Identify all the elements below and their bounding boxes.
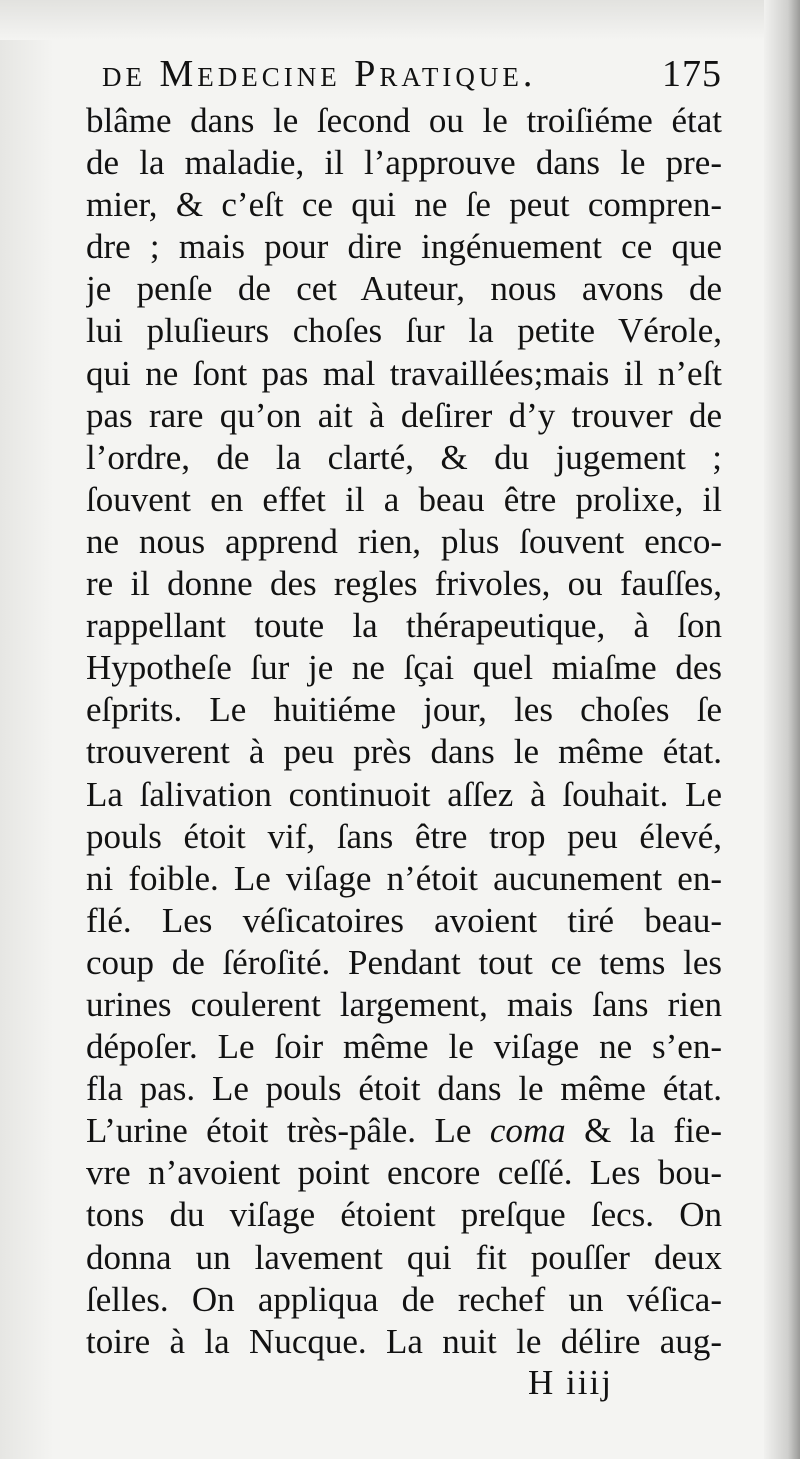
text-line: dre ; mais pour dire ingénuement ce que xyxy=(86,227,722,267)
body-text xyxy=(86,100,722,1363)
page-gutter-shadow xyxy=(764,0,800,1459)
text-line: eſprits. Le huitiéme jour, les choſes ſe xyxy=(86,690,722,730)
text-line: re il donne des regles frivoles, ou fauſſes, xyxy=(86,564,722,604)
italic-term: coma xyxy=(489,1111,566,1151)
text-line: trouverent à peu près dans le même état. xyxy=(86,732,722,772)
text-line: je penſe de cet Auteur, nous avons de xyxy=(86,269,722,309)
text-line: ſouvent en effet il a beau être prolixe, il xyxy=(86,479,722,519)
text-line: ne nous apprend rien, plus ſouvent enco- xyxy=(86,521,722,561)
text-line: pouls étoit vif, ſans être trop peu élevé, xyxy=(86,816,722,856)
text-line: ni foible. Le viſage n’étoit aucunement en- xyxy=(86,858,722,898)
text-line: rappellant toute la thérapeutique, à ſon xyxy=(86,606,722,646)
running-head xyxy=(102,46,722,102)
text-line: pas rare qu’on ait à deſirer d’y trouver de xyxy=(86,395,722,435)
text-line: qui ne ſont pas mal travaillées;mais il n’eſt xyxy=(86,353,722,393)
text-line: donna un lavement qui fit pouſſer deux xyxy=(86,1237,722,1277)
text-line: blâme dans le ſecond ou le troiſiéme état xyxy=(86,101,722,140)
text-segment: L’urine étoit très-pâle. Le xyxy=(86,1111,490,1151)
text-line: La ſalivation continuoit aſſez à ſouhait. Le xyxy=(86,774,722,814)
text-line: toire à la Nucque. La nuit le délire aug- xyxy=(86,1321,722,1361)
page-number: 175 xyxy=(662,53,722,95)
text-segment: & la fie- xyxy=(565,1111,722,1151)
text-line: Hypotheſe ſur je ne ſçai quel miaſme des xyxy=(86,648,722,688)
text-line: lui pluſieurs choſes ſur la petite Vérole, xyxy=(86,311,722,351)
page-left-shadow xyxy=(0,0,54,1459)
text-line: fla pas. Le pouls étoit dans le même état. xyxy=(86,1069,722,1109)
page-top-shadow xyxy=(0,0,800,40)
text-line: mier, & c’eſt ce qui ne ſe peut compren- xyxy=(86,185,722,225)
text-line: ſelles. On appliqua de rechef un véſica- xyxy=(86,1279,722,1319)
text-line: dépoſer. Le ſoir même le viſage ne s’en- xyxy=(86,1027,722,1067)
text-line: l’ordre, de la clarté, & du jugement ; xyxy=(86,437,722,477)
text-line: de la maladie, il l’approuve dans le pre- xyxy=(86,143,722,183)
text-line: urines coulerent largement, mais ſans rien xyxy=(86,984,722,1024)
signature-mark: H iiij xyxy=(528,1363,613,1402)
text-line: coup de ſéroſité. Pendant tout ce tems les xyxy=(86,942,722,982)
text-line-with-italic xyxy=(86,1110,722,1152)
text-line: flé. Les véſicatoires avoient tiré beau- xyxy=(86,900,722,940)
text-line: tons du viſage étoient preſque ſecs. On xyxy=(86,1195,722,1235)
text-line: vre n’avoient point encore ceſſé. Les bou- xyxy=(86,1153,722,1193)
running-title: de Medecine Pratique. xyxy=(102,53,537,95)
